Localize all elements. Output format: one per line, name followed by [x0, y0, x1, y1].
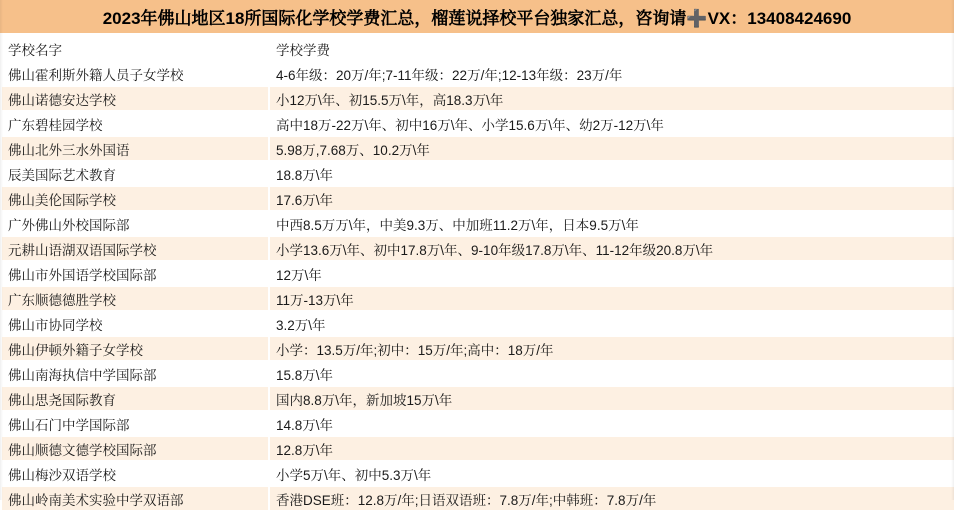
table-row [1, 186, 954, 211]
tuition-cell: 小12万\年、初15.5万\年，高18.3万\年 [269, 86, 954, 111]
school-name-cell: 佛山霍利斯外籍人员子女学校 [1, 61, 269, 86]
table-row [1, 261, 954, 286]
tuition-cell: 12.8万\年 [269, 436, 954, 461]
table-row [1, 361, 954, 386]
school-name-cell: 广东碧桂园学校 [1, 111, 269, 136]
column-header-tuition: 学校学费 [269, 36, 954, 61]
table-row [1, 461, 954, 486]
table-row [1, 86, 954, 111]
tuition-cell: 3.2万\年 [269, 311, 954, 336]
tuition-cell: 高中18万-22万\年、初中16万\年、小学15.6万\年、幼2万-12万\年 [269, 111, 954, 136]
table-row [1, 211, 954, 236]
table-row [1, 61, 954, 86]
table-row [1, 311, 954, 336]
table-body [1, 36, 954, 511]
school-name-cell: 元耕山语湖双语国际学校 [1, 236, 269, 261]
school-name-cell: 辰美国际艺术教育 [1, 161, 269, 186]
tuition-cell: 小学5万\年、初中5.3万\年 [269, 461, 954, 486]
school-name-cell: 佛山北外三水外国语 [1, 136, 269, 161]
table-row [1, 236, 954, 261]
table-row [1, 161, 954, 186]
school-name-cell: 佛山思尧国际教育 [1, 386, 269, 411]
tuition-cell: 香港DSE班：12.8万/年;日语双语班：7.8万/年;中韩班：7.8万/年 [269, 486, 954, 511]
table-header-row [1, 36, 954, 61]
school-name-cell: 广东顺德德胜学校 [1, 286, 269, 311]
table-row [1, 336, 954, 361]
table-row [1, 436, 954, 461]
tuition-fee-table [0, 35, 954, 512]
table-row [1, 136, 954, 161]
tuition-cell: 11万-13万\年 [269, 286, 954, 311]
table-row [1, 486, 954, 511]
tuition-cell: 中西8.5万万\年，中美9.3万、中加班11.2万\年，日本9.5万\年 [269, 211, 954, 236]
school-name-cell: 佛山南海执信中学国际部 [1, 361, 269, 386]
page-title: 2023年佛山地区18所国际化学校学费汇总，榴莲说择校平台独家汇总，咨询请➕VX：13408424690 [102, 9, 852, 28]
school-name-cell: 佛山诺德安达学校 [1, 86, 269, 111]
column-header-school-name: 学校名字 [1, 36, 269, 61]
table-row [1, 286, 954, 311]
school-name-cell: 佛山市协同学校 [1, 311, 269, 336]
table-row [1, 386, 954, 411]
tuition-cell: 4-6年级：20万/年;7-11年级：22万/年;12-13年级：23万/年 [269, 61, 954, 86]
table-row [1, 411, 954, 436]
table-row [1, 111, 954, 136]
tuition-cell: 15.8万\年 [269, 361, 954, 386]
school-name-cell: 佛山美伦国际学校 [1, 186, 269, 211]
school-name-cell: 佛山顺德文德学校国际部 [1, 436, 269, 461]
school-name-cell: 佛山市外国语学校国际部 [1, 261, 269, 286]
school-name-cell: 广外佛山外校国际部 [1, 211, 269, 236]
left-edge-shadow [0, 0, 3, 500]
school-name-cell: 佛山伊顿外籍子女学校 [1, 336, 269, 361]
tuition-cell: 17.6万\年 [269, 186, 954, 211]
tuition-cell: 18.8万\年 [269, 161, 954, 186]
tuition-cell: 小学13.6万\年、初中17.8万\年、9-10年级17.8万\年、11-12年级20.8万\年 [269, 236, 954, 261]
tuition-cell: 小学：13.5万/年;初中：15万/年;高中：18万/年 [269, 336, 954, 361]
document-title-bar [0, 0, 954, 35]
tuition-cell: 国内8.8万\年，新加坡15万\年 [269, 386, 954, 411]
tuition-cell: 5.98万,7.68万、10.2万\年 [269, 136, 954, 161]
tuition-cell: 14.8万\年 [269, 411, 954, 436]
tuition-cell: 12万\年 [269, 261, 954, 286]
school-name-cell: 佛山梅沙双语学校 [1, 461, 269, 486]
school-name-cell: 佛山岭南美术实验中学双语部 [1, 486, 269, 511]
school-name-cell: 佛山石门中学国际部 [1, 411, 269, 436]
